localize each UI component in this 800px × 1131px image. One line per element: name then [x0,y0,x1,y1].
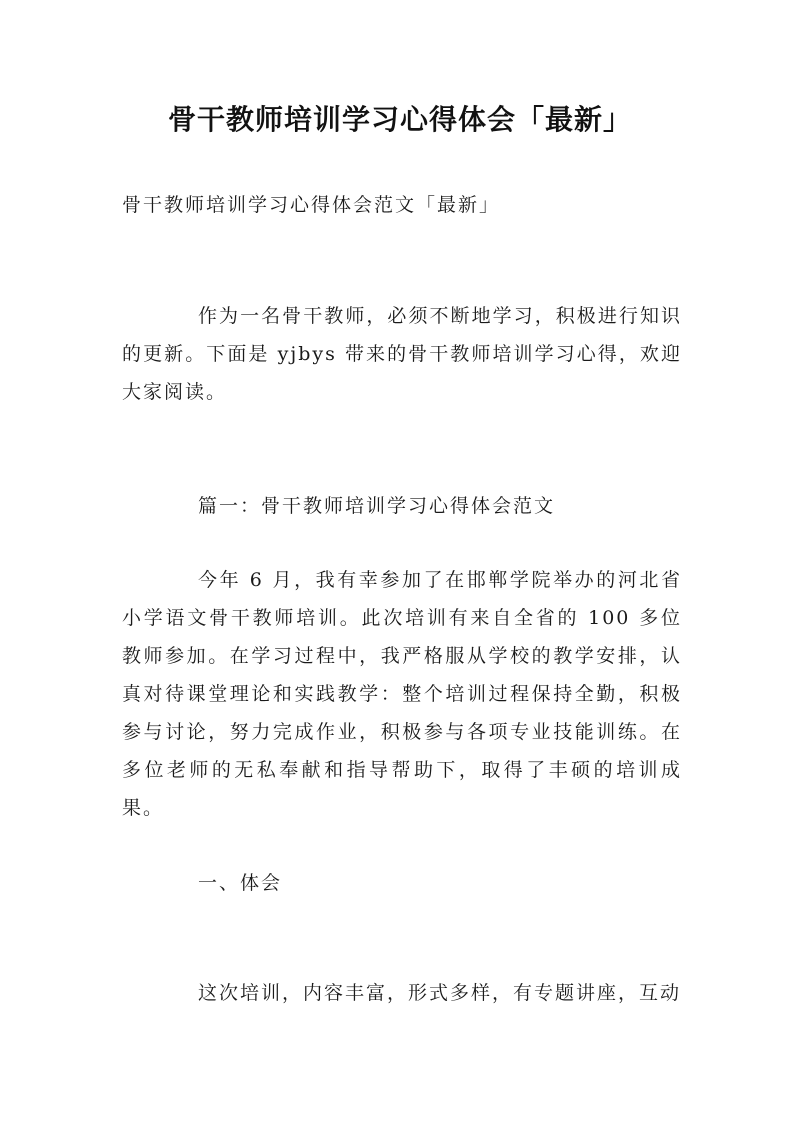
chapter-heading: 篇一：骨干教师培训学习心得体会范文 [198,495,556,517]
section-heading: 一、体会 [198,872,283,894]
document-title: 骨干教师培训学习心得体会「最新」 [167,103,632,136]
body-paragraph-continued: 这次培训，内容丰富，形式多样，有专题讲座，互动 [198,982,682,1004]
document-subtitle: 骨干教师培训学习心得体会范文「最新」 [122,194,501,216]
body-paragraph: 今年 6 月，我有幸参加了在邯郸学院举办的河北省小学语文骨干教师培训。此次培训有来自全省的 100 多位教师参加。在学习过程中，我严格服从学校的教学安排，认真对待课堂理论和实践教学：整个培训过程保持全勤，积极参与讨论，努力完成作业，积极参与各项专业技能训练。在多位老师的无私奉献和指导帮助下，取得了丰硕的培训成果。 [122,569,682,819]
intro-paragraph: 作为一名骨干教师，必须不断地学习，积极进行知识的更新。下面是 yjbys 带来的骨干教师培训学习心得，欢迎大家阅读。 [122,305,682,403]
